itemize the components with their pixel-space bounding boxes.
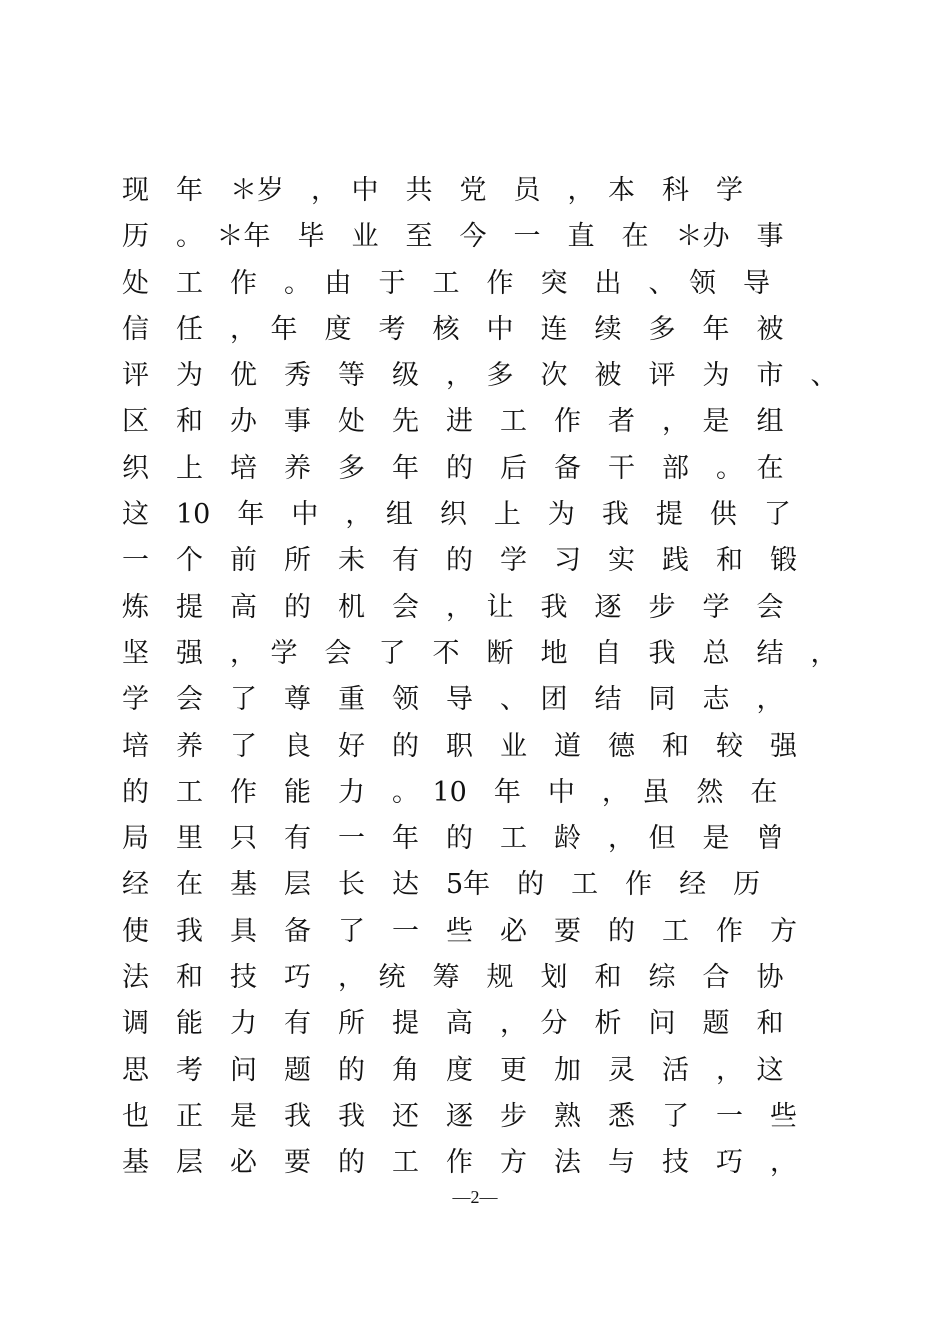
text-line-16: 经 在 基 层 长 达 5年 的 工 作 经 历 <box>122 869 761 901</box>
text-line-10: 炼 提 高 的 机 会 ， 让 我 逐 步 学 会 <box>122 591 784 623</box>
text-line-4: 信 任 ， 年 度 考 核 中 连 续 多 年 被 <box>122 313 784 345</box>
text-line-20: 思 考 问 题 的 角 度 更 加 灵 活 ， 这 <box>122 1054 784 1086</box>
page-number: —2— <box>452 1187 498 1207</box>
text-line-2: 历 。 ＊年 毕 业 至 今 一 直 在 ＊办 事 <box>122 221 784 253</box>
text-line-6: 区 和 办 事 处 先 进 工 作 者 ， 是 组 <box>122 406 784 438</box>
text-line-1: 现 年 ＊岁 ， 中 共 党 员 ， 本 科 学 <box>122 175 743 206</box>
text-line-22: 基 层 必 要 的 工 作 方 法 与 技 巧 ， <box>122 1147 797 1179</box>
text-line-18: 法 和 技 巧 ， 统 筹 规 划 和 综 合 协 <box>122 962 784 994</box>
text-line-19: 调 能 力 有 所 提 高 ， 分 析 问 题 和 <box>122 1008 784 1040</box>
text-line-9: 一 个 前 所 未 有 的 学 习 实 践 和 锻 <box>122 545 797 577</box>
text-line-13: 培 养 了 良 好 的 职 业 道 德 和 较 强 <box>122 730 797 762</box>
text-line-12: 学 会 了 尊 重 领 导 、 团 结 同 志 ， <box>122 684 784 716</box>
text-line-5: 评 为 优 秀 等 级 ， 多 次 被 评 为 市 、 <box>122 360 838 392</box>
text-line-15: 局 里 只 有 一 年 的 工 龄 ， 但 是 曾 <box>122 823 784 855</box>
text-line-17: 使 我 具 备 了 一 些 必 要 的 工 作 方 <box>122 915 797 947</box>
text-line-11: 坚 强 ， 学 会 了 不 断 地 自 我 总 结 ， <box>122 637 838 669</box>
body-paragraph <box>122 168 838 1187</box>
text-line-8: 这 10 年 中 ， 组 织 上 为 我 提 供 了 <box>122 499 791 531</box>
text-line-7: 织 上 培 养 多 年 的 后 备 干 部 。 在 <box>122 452 784 484</box>
text-line-14: 的 工 作 能 力 。 10 年 中 ， 虽 然 在 <box>122 776 778 808</box>
text-line-21: 也 正 是 我 我 还 逐 步 熟 悉 了 一 些 <box>122 1100 797 1132</box>
text-line-3: 处 工 作 。 由 于 工 作 突 出 、 领 导 <box>122 267 770 299</box>
